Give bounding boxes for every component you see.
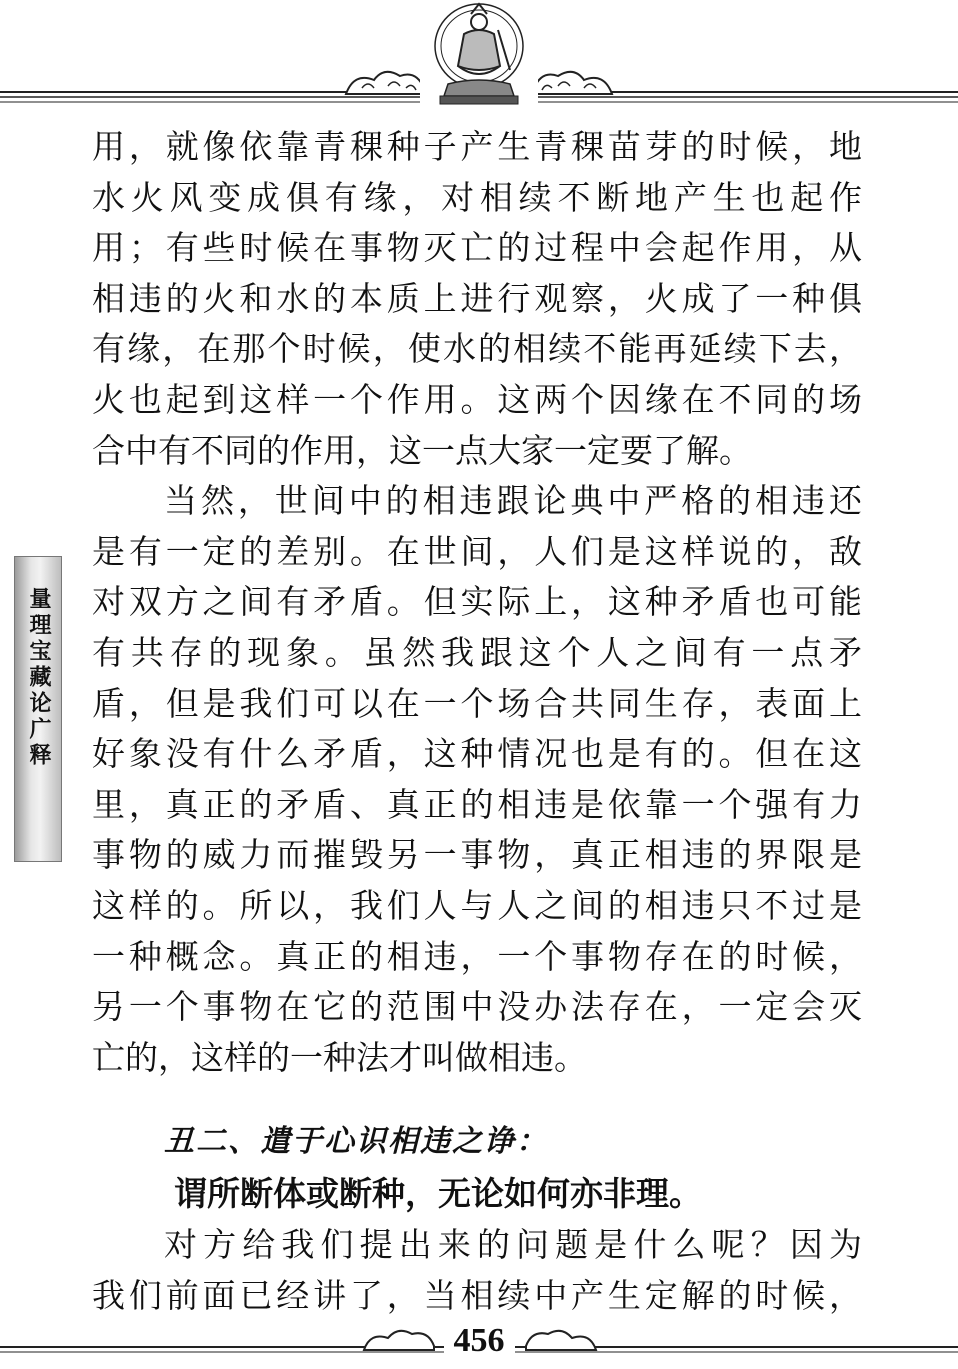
text-line: 里，真正的矛盾、真正的相违是依靠一个强有力 (92, 784, 862, 824)
text-line: 亡的，这样的一种法才叫做相违。 (92, 1037, 587, 1077)
text-line: 事物的威力而摧毁另一事物，真正相违的界限是 (92, 835, 862, 875)
text-line: 盾，但是我们可以在一个场合共同生存，表面上 (92, 683, 862, 723)
text-line: 是有一定的差别。在世间，人们是这样说的，敌 (92, 531, 862, 571)
body-text-continued (92, 1220, 862, 1321)
page-number-text: 456 (444, 1322, 515, 1359)
text-line: 相违的火和水的本质上进行观察，火成了一种俱 (92, 278, 862, 318)
text-line: 对双方之间有矛盾。但实际上，这种矛盾也可能 (92, 582, 862, 622)
text-line: 我们前面已经讲了，当相续中产生定解的时候， (92, 1275, 862, 1315)
text-line: 有共存的现象。虽然我跟这个人之间有一点矛 (92, 632, 862, 672)
text-line: 用，就像依靠青稞种子产生青稞苗芽的时候，地 (92, 127, 862, 166)
text-line: 有缘，在那个时候，使水的相续不能再延续下去， (92, 329, 862, 369)
text-line: 火也起到这样一个作用。这两个因缘在不同的场 (92, 379, 862, 419)
page-number (0, 1322, 958, 1360)
text-line: 合中有不同的作用，这一点大家一定要了解。 (92, 430, 752, 470)
text-line: 用；有些时候在事物灭亡的过程中会起作用，从 (92, 228, 862, 268)
text-line: 好象没有什么矛盾，这种情况也是有的。但在这 (92, 734, 862, 774)
cloud-ornament-right-icon (532, 66, 614, 98)
cloud-ornament-left-icon (344, 66, 426, 98)
text-line: 这样的。所以，我们人与人之间的相违只不过是 (92, 885, 862, 925)
text-line: 另一个事物在它的范围中没办法存在，一定会灭 (92, 987, 862, 1027)
text-line: 一种概念。真正的相违，一个事物存在的时候， (92, 936, 862, 976)
text-line: 对方给我们提出来的问题是什么呢？因为 (164, 1225, 862, 1264)
section-heading: 丑二、遣于心识相违之诤： (164, 1124, 548, 1159)
deity-emblem-icon (420, 0, 538, 108)
book-title: 量理宝藏论广释 (26, 587, 51, 769)
body-text (92, 122, 862, 1083)
book-title-tab (14, 556, 62, 862)
text-line: 水火风变成俱有缘，对相续不断地产生也起作 (92, 177, 862, 217)
root-verse: 谓所断体或断种，无论如何亦非理。 (174, 1174, 702, 1213)
text-line: 当然，世间中的相违跟论典中严格的相违还 (164, 481, 862, 521)
